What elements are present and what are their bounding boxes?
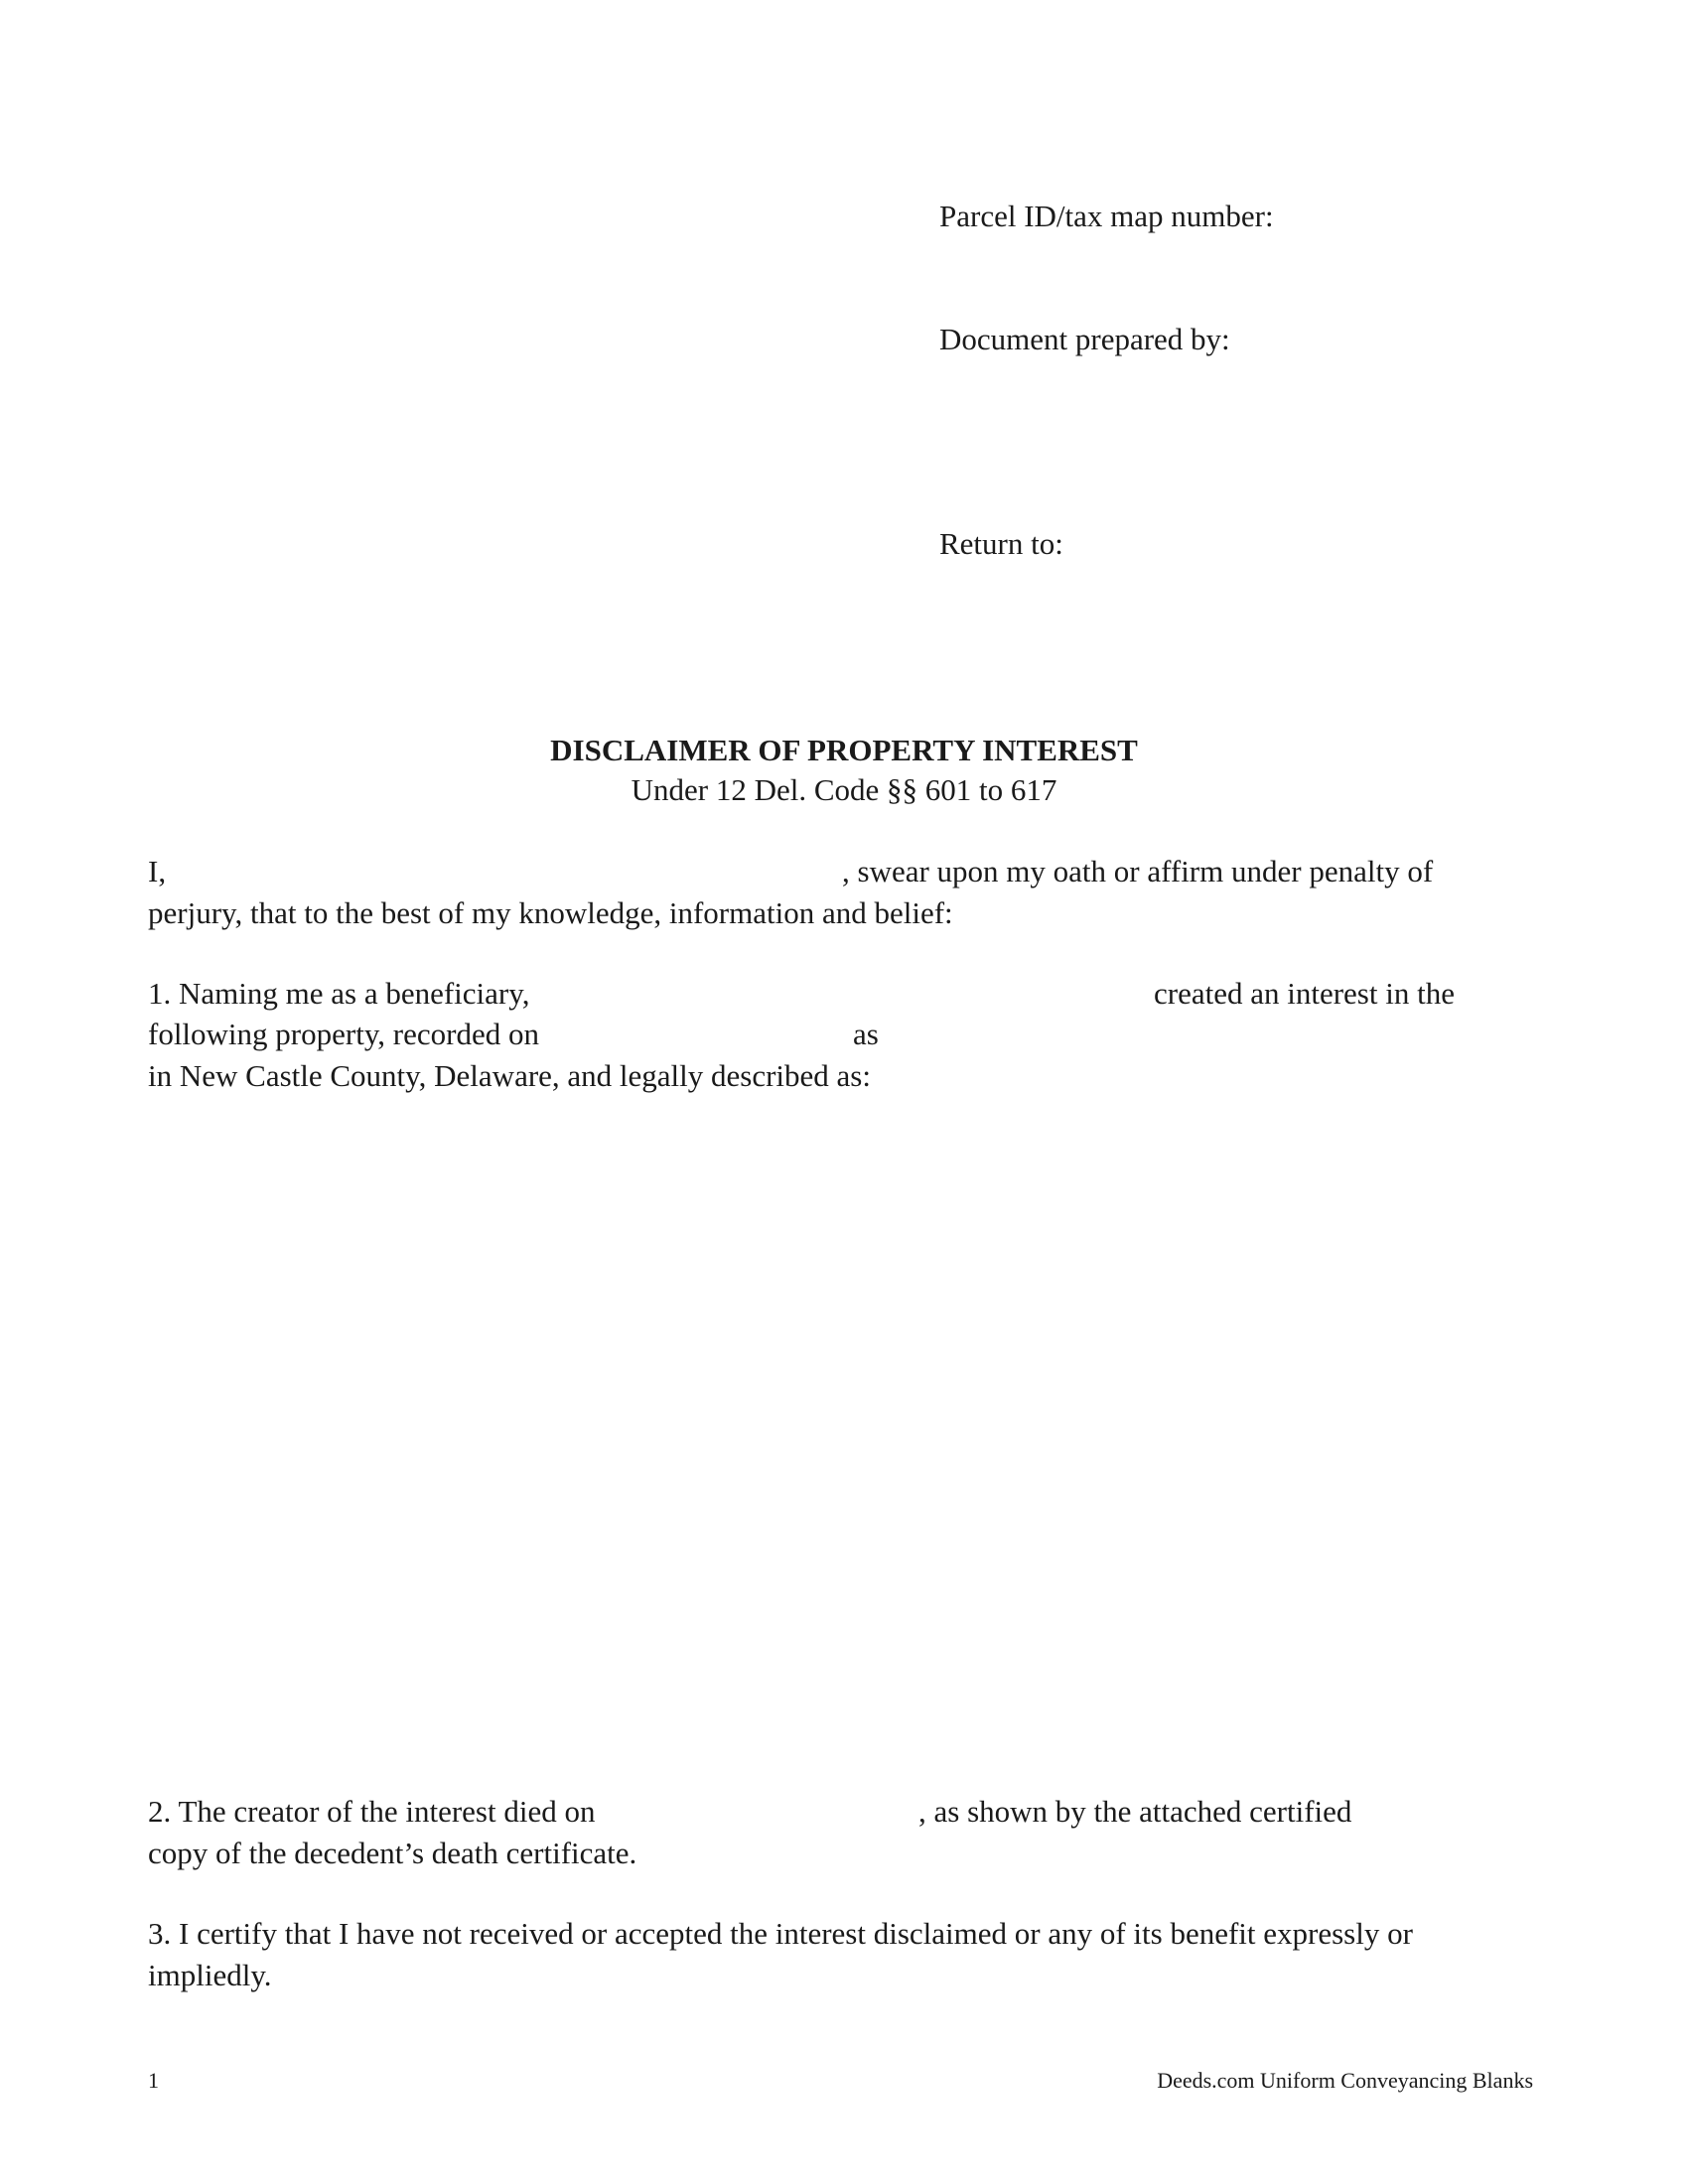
footer-credit: Deeds.com Uniform Conveyancing Blanks bbox=[1157, 2068, 1533, 2093]
item-1-start: 1. Naming me as a beneficiary, bbox=[148, 976, 530, 1011]
item-1-end: created an interest in the bbox=[1154, 976, 1455, 1011]
return-to-label: Return to: bbox=[939, 526, 1063, 561]
item-1-line-3: in New Castle County, Delaware, and legally described as: bbox=[148, 1058, 871, 1093]
page-number: 1 bbox=[148, 2068, 159, 2093]
parcel-id-label: Parcel ID/tax map number: bbox=[939, 199, 1274, 233]
item-1-line-2-start: following property, recorded on bbox=[148, 1017, 539, 1051]
item-1-line-2-as: as bbox=[853, 1017, 879, 1051]
item-2-line-2: copy of the decedent’s death certificate. bbox=[148, 1836, 637, 1870]
oath-continue: , swear upon my oath or affirm under penalty of bbox=[842, 854, 1434, 888]
document-title: DISCLAIMER OF PROPERTY INTEREST bbox=[550, 733, 1138, 767]
oath-start: I, bbox=[148, 854, 167, 888]
item-3-line-2: impliedly. bbox=[148, 1958, 272, 1992]
item-3-line-1: 3. I certify that I have not received or accepted the interest disclaimed or any of its benefit expressly or bbox=[148, 1916, 1413, 1951]
document-subtitle: Under 12 Del. Code §§ 601 to 617 bbox=[631, 772, 1057, 807]
item-2-end: , as shown by the attached certified bbox=[918, 1794, 1352, 1829]
oath-line-2: perjury, that to the best of my knowledge, information and belief: bbox=[148, 895, 953, 930]
prepared-by-label: Document prepared by: bbox=[939, 322, 1230, 356]
item-2-start: 2. The creator of the interest died on bbox=[148, 1794, 596, 1829]
